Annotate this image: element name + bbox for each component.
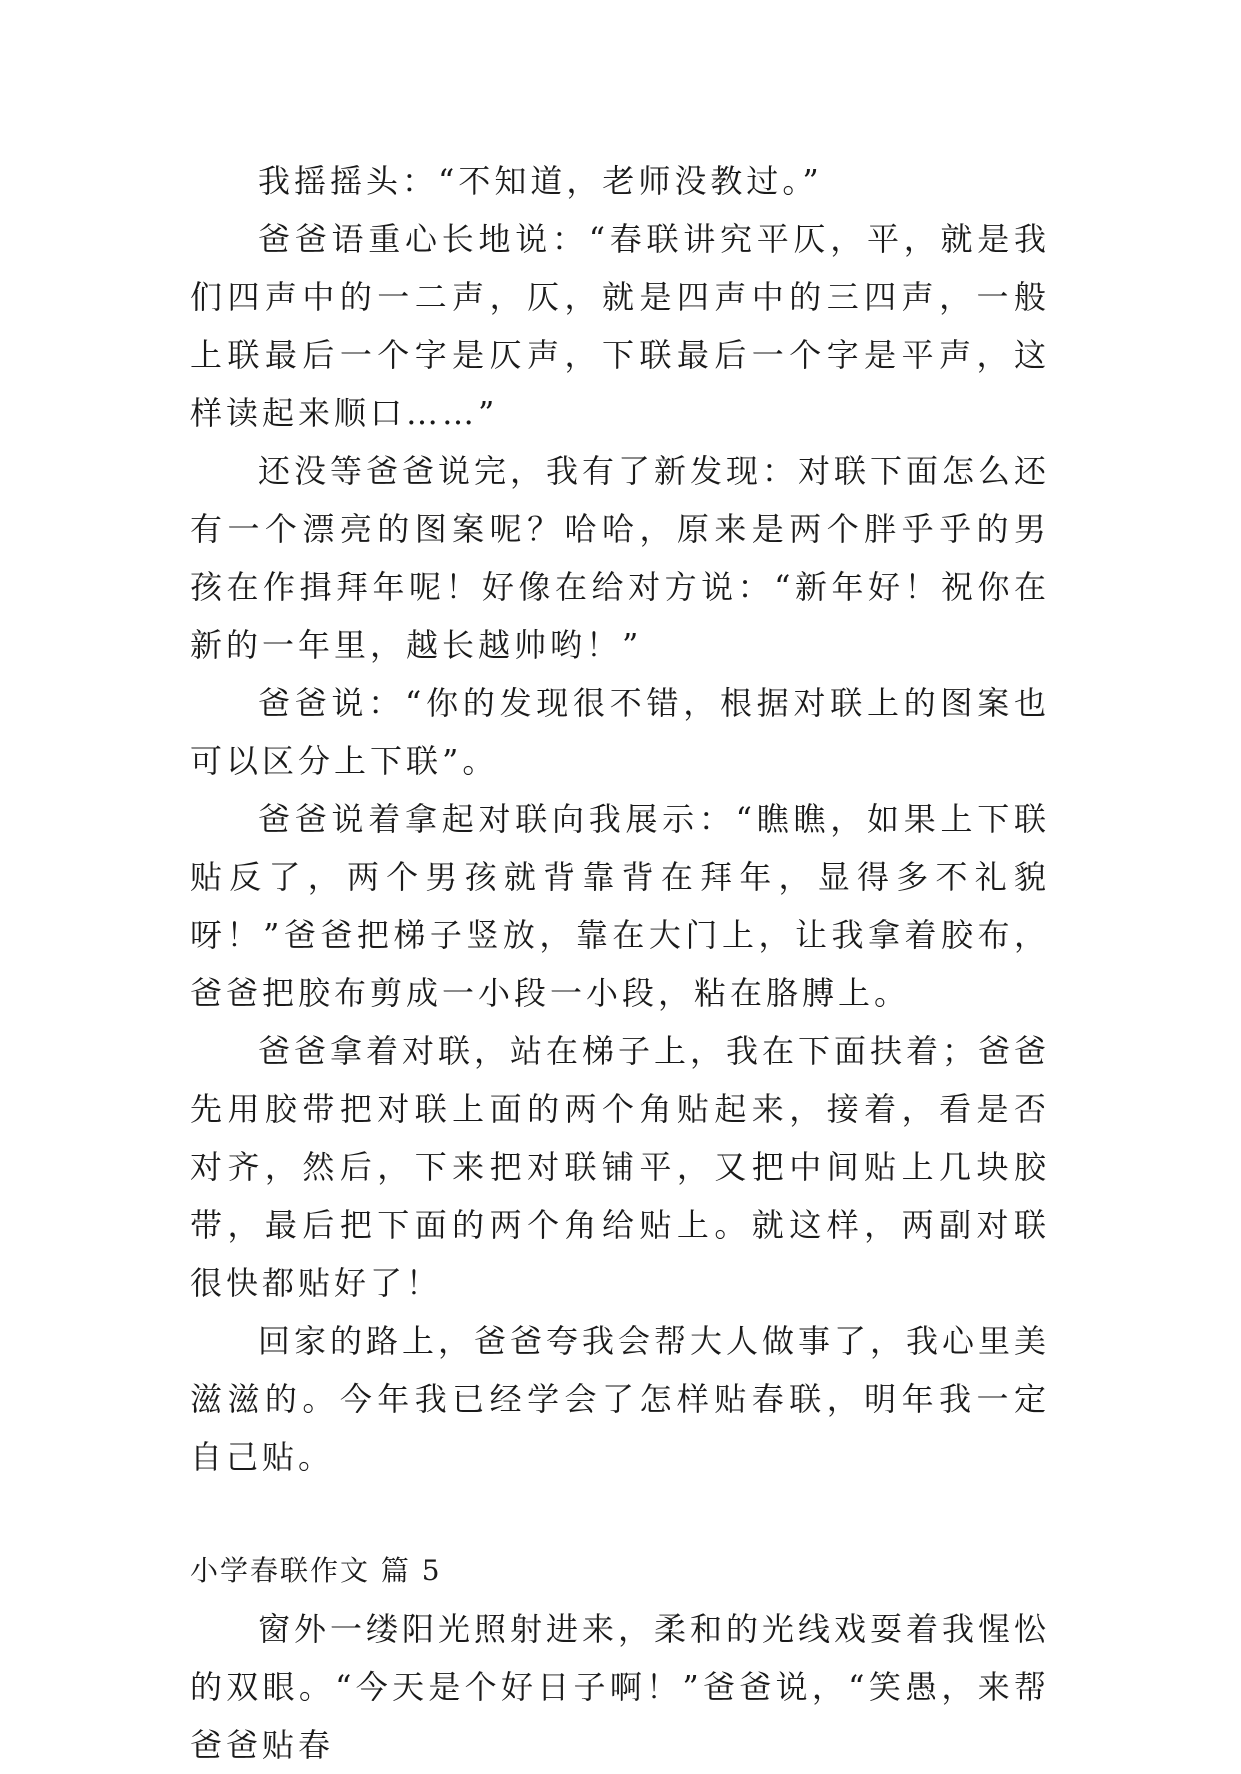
- paragraph-8: 窗外一缕阳光照射进来，柔和的光线戏耍着我惺忪的双眼。“今天是个好日子啊！”爸爸说，“笑愚，来帮爸爸贴春: [190, 1610, 1051, 1764]
- paragraph-4: 爸爸说：“你的发现很不错，根据对联上的图案也可以区分上下联”。: [190, 684, 1050, 780]
- paragraph-5: 爸爸说着拿起对联向我展示：“瞧瞧，如果上下联贴反了，两个男孩就背靠背在拜年，显得多不礼貌呀！”爸爸把梯子竖放，靠在大门上，让我拿着胶布，爸爸把胶布剪成一小段一小段，粘在胳膊上。: [190, 800, 1050, 1012]
- section-heading: 小学春联作文 篇 5: [190, 1554, 442, 1587]
- paragraph-1: 我摇摇头：“不知道，老师没教过。”: [258, 162, 823, 200]
- paragraph-6: 爸爸拿着对联，站在梯子上，我在下面扶着；爸爸先用胶带把对联上面的两个角贴起来，接着，看是否对齐，然后，下来把对联铺平，又把中间贴上几块胶带，最后把下面的两个角给贴上。就这样，两副对联很快都贴好了！: [190, 1032, 1051, 1302]
- paragraph-7: 回家的路上，爸爸夸我会帮大人做事了，我心里美滋滋的。今年我已经学会了怎样贴春联，明年我一定自己贴。: [190, 1322, 1051, 1476]
- paragraph-3: 还没等爸爸说完，我有了新发现：对联下面怎么还有一个漂亮的图案呢？哈哈，原来是两个胖乎乎的男孩在作揖拜年呢！好像在给对方说：“新年好！祝你在新的一年里，越长越帅哟！”: [190, 452, 1051, 664]
- document-body: [190, 152, 1050, 1774]
- paragraph-2: 爸爸语重心长地说：“春联讲究平仄，平，就是我们四声中的一二声，仄，就是四声中的三四声，一般上联最后一个字是仄声，下联最后一个字是平声，这样读起来顺口……”: [190, 220, 1050, 432]
